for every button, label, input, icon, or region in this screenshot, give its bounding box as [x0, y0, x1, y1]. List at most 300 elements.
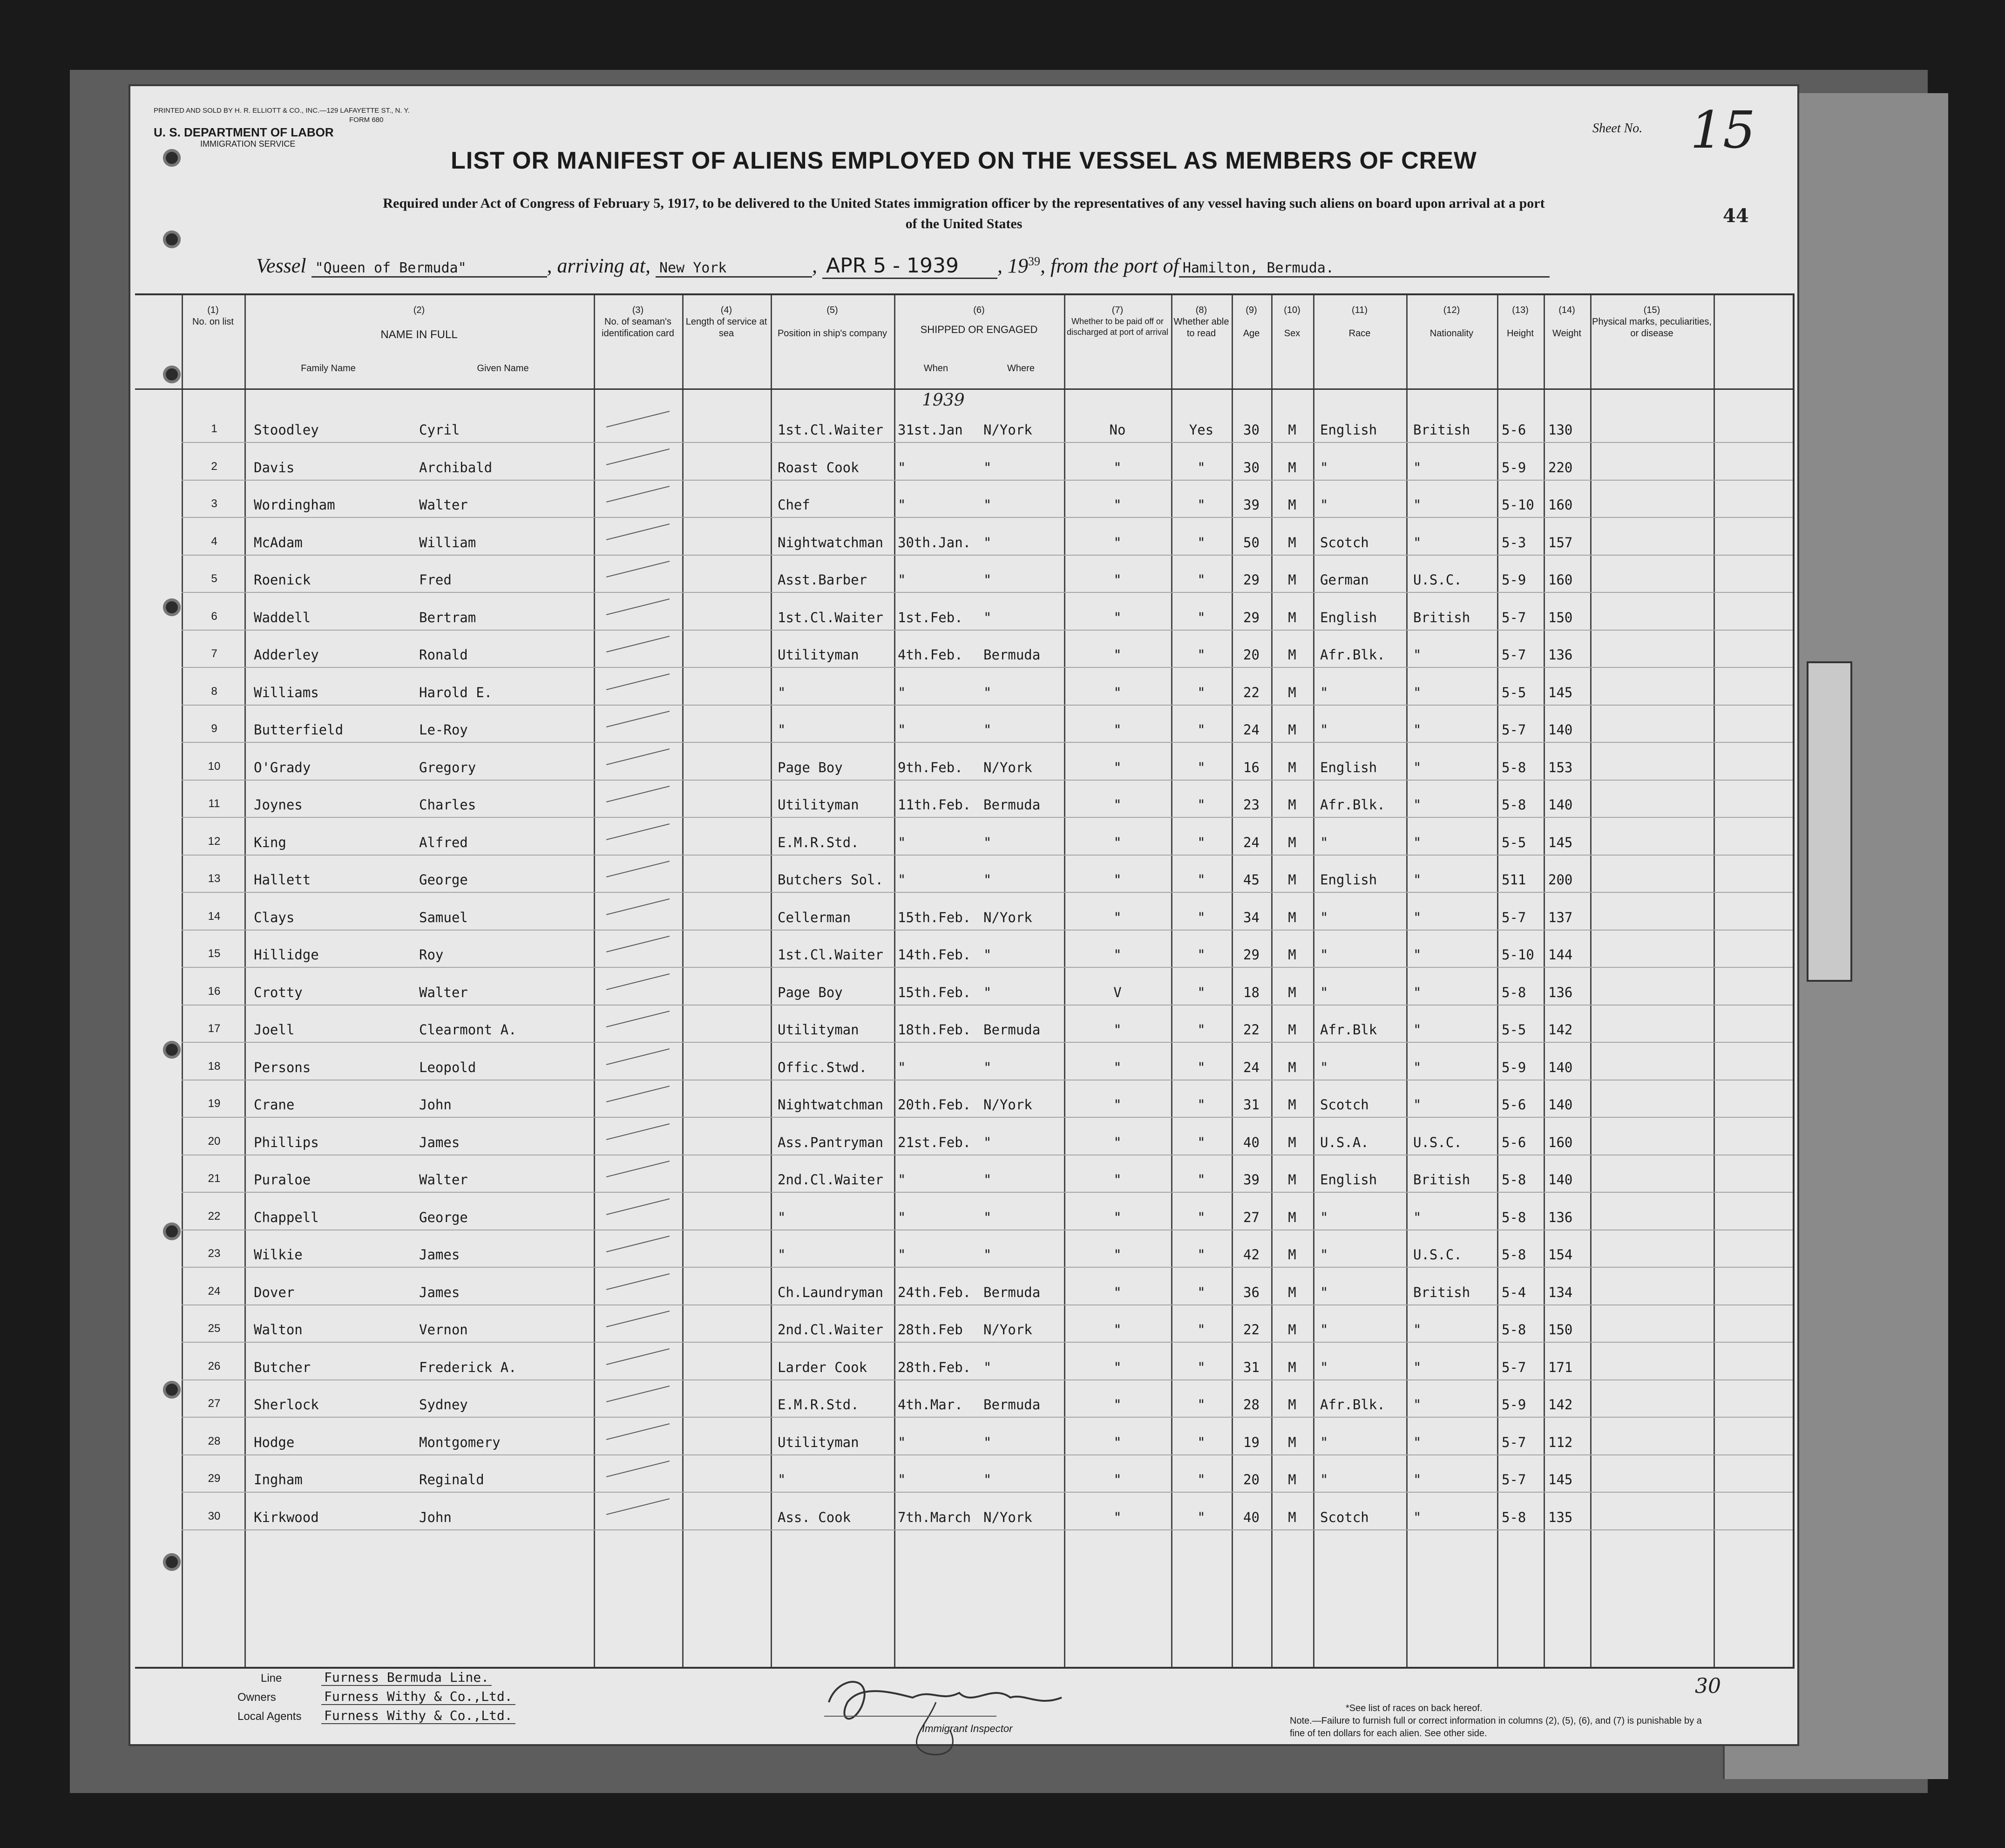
cell-read: "	[1197, 1172, 1206, 1188]
col-label: Physical marks, peculiarities, or disease	[1592, 317, 1712, 339]
cell-given: Reginald	[419, 1472, 484, 1488]
col-number: (11)	[1351, 305, 1368, 315]
row-rule	[182, 1417, 1793, 1418]
table-row	[135, 1309, 1793, 1346]
cell-paid: "	[1113, 1359, 1122, 1375]
cell-weight: 112	[1548, 1434, 1573, 1450]
cell-when: "	[898, 872, 906, 888]
line-value: Furness Bermuda Line.	[321, 1670, 492, 1686]
cell-when: "	[898, 459, 906, 476]
cell-nat: British	[1413, 1284, 1470, 1300]
row-rule	[182, 855, 1793, 856]
cell-height: 5-7	[1502, 722, 1526, 738]
cell-height: 5-7	[1502, 1359, 1526, 1375]
tick-mark-icon	[606, 1273, 670, 1290]
col-number: (4)	[720, 305, 732, 315]
cell-when: 31st.Jan	[898, 422, 963, 438]
tick-mark-icon	[606, 1011, 670, 1027]
cell-family: Kirkwood	[254, 1509, 319, 1525]
cell-read: "	[1197, 1134, 1206, 1150]
cell-height: 5-8	[1502, 1247, 1526, 1263]
cell-weight: 130	[1548, 422, 1573, 438]
table-row	[135, 1272, 1793, 1309]
cell-family: Stoodley	[254, 422, 319, 438]
col-number: (9)	[1246, 305, 1257, 315]
cell-height: 5-5	[1502, 834, 1526, 850]
row-rule	[182, 1529, 1793, 1530]
cell-height: 5-5	[1502, 684, 1526, 700]
subtitle-line: of the United States	[905, 216, 1023, 231]
cell-paid: "	[1113, 647, 1122, 663]
tick-mark-icon	[606, 448, 670, 465]
cell-read: "	[1197, 534, 1206, 550]
cell-where: "	[983, 684, 992, 700]
table-row	[135, 559, 1793, 597]
cell-height: 5-8	[1502, 797, 1526, 813]
cell-nat: "	[1413, 759, 1422, 775]
cell-read: "	[1197, 947, 1206, 963]
cell-when: 21st.Feb.	[898, 1134, 971, 1150]
cell-given: Ronald	[419, 647, 468, 663]
cell-read: "	[1197, 909, 1206, 925]
col-label: Nationality	[1429, 328, 1474, 339]
crew-table	[135, 293, 1795, 1669]
cell-position: Utilityman	[778, 797, 859, 813]
cell-family: Hillidge	[254, 947, 319, 963]
cell-where: "	[983, 609, 992, 625]
cell-position: Larder Cook	[778, 1359, 867, 1375]
col-number: (8)	[1195, 305, 1207, 315]
tick-mark-icon	[606, 861, 670, 877]
cell-race: Afr.Blk	[1320, 1022, 1377, 1038]
col-number: (13)	[1512, 305, 1529, 315]
cell-read: "	[1197, 609, 1206, 625]
row-rule	[182, 742, 1793, 743]
cell-position: Offic.Stwd.	[778, 1059, 867, 1075]
cell-when: "	[898, 1059, 906, 1075]
cell-sex: M	[1288, 1434, 1296, 1450]
cell-given: Walter	[419, 1172, 468, 1188]
cell-read: "	[1197, 1397, 1206, 1413]
cell-no: 14	[208, 910, 221, 923]
cell-family: Wordingham	[254, 497, 335, 513]
cell-given: George	[419, 1209, 468, 1225]
tick-mark-icon	[606, 1348, 670, 1365]
date-stamp: APR 5 - 1939	[822, 254, 997, 279]
tick-mark-icon	[606, 1461, 670, 1477]
cell-read: "	[1197, 1509, 1206, 1525]
cell-height: 511	[1502, 872, 1526, 888]
cell-family: Butcher	[254, 1359, 311, 1375]
cell-paid: "	[1113, 1172, 1122, 1188]
row-rule	[182, 1042, 1793, 1043]
cell-paid: "	[1113, 947, 1122, 963]
cell-no: 19	[208, 1097, 221, 1110]
cell-when: 1st.Feb.	[898, 609, 963, 625]
cell-age: 22	[1243, 684, 1260, 700]
printer-line: PRINTED AND SOLD BY H. R. ELLIOTT & CO., INC.—129 LAFAYETTE ST., N. Y.	[154, 107, 410, 115]
table-row	[135, 1197, 1793, 1234]
cell-race: English	[1320, 422, 1377, 438]
cell-age: 20	[1243, 1472, 1260, 1488]
cell-paid: "	[1113, 834, 1122, 850]
cell-no: 24	[208, 1284, 221, 1298]
cell-paid: "	[1113, 684, 1122, 700]
cell-age: 16	[1243, 759, 1260, 775]
cell-paid: No	[1109, 422, 1126, 438]
cell-given: John	[419, 1097, 452, 1113]
cell-no: 30	[208, 1509, 221, 1522]
cell-no: 20	[208, 1135, 221, 1148]
cell-paid: "	[1113, 1434, 1122, 1450]
note-races: *See list of races on back hereof.	[1346, 1703, 1483, 1713]
table-row	[135, 747, 1793, 784]
cell-family: Williams	[254, 684, 319, 700]
tick-mark-icon	[606, 973, 670, 990]
col-number: (10)	[1284, 305, 1301, 315]
tick-mark-icon	[606, 711, 670, 727]
cell-nat: "	[1413, 1097, 1422, 1113]
cell-height: 5-10	[1502, 947, 1534, 963]
cell-where: "	[983, 1209, 992, 1225]
tick-mark-icon	[606, 1086, 670, 1102]
table-row	[135, 672, 1793, 709]
cell-race: "	[1320, 459, 1328, 476]
line-label: Line	[261, 1672, 282, 1685]
cell-age: 29	[1243, 609, 1260, 625]
cell-paid: "	[1113, 1284, 1122, 1300]
row-rule	[182, 1005, 1793, 1006]
cell-height: 5-7	[1502, 1434, 1526, 1450]
cell-when: 28th.Feb.	[898, 1359, 971, 1375]
cell-position: "	[778, 684, 786, 700]
cell-position: 2nd.Cl.Waiter	[778, 1322, 883, 1338]
cell-age: 22	[1243, 1322, 1260, 1338]
cell-where: "	[983, 1472, 992, 1488]
table-row	[135, 1159, 1793, 1196]
cell-sex: M	[1288, 1172, 1296, 1188]
table-row	[135, 1384, 1793, 1421]
cell-read: "	[1197, 1022, 1206, 1038]
row-rule	[182, 892, 1793, 893]
cell-race: "	[1320, 1322, 1328, 1338]
cell-nat: "	[1413, 984, 1422, 1000]
cell-sex: M	[1288, 1247, 1296, 1263]
col-label: NAME IN FULL	[380, 328, 458, 341]
cell-family: Walton	[254, 1322, 303, 1338]
cell-height: 5-5	[1502, 1022, 1526, 1038]
cell-race: German	[1320, 572, 1369, 588]
table-row	[135, 522, 1793, 559]
table-row	[135, 1084, 1793, 1121]
cell-age: 28	[1243, 1397, 1260, 1413]
cell-age: 18	[1243, 984, 1260, 1000]
cell-weight: 140	[1548, 797, 1573, 813]
col-label: Sex	[1284, 328, 1301, 339]
cell-age: 40	[1243, 1509, 1260, 1525]
cell-weight: 220	[1548, 459, 1573, 476]
cell-no: 26	[208, 1359, 221, 1372]
col-header-sex	[1271, 305, 1313, 398]
cell-race: Afr.Blk.	[1320, 647, 1385, 663]
cell-read: "	[1197, 497, 1206, 513]
row-rule	[182, 1267, 1793, 1268]
col-label: Race	[1348, 328, 1371, 339]
cell-nat: "	[1413, 1434, 1422, 1450]
year-annotation: 1939	[922, 391, 965, 410]
cell-no: 16	[208, 985, 221, 998]
cell-position: Ass.Pantryman	[778, 1134, 883, 1150]
table-row	[135, 1234, 1793, 1271]
cell-position: 1st.Cl.Waiter	[778, 609, 883, 625]
cell-sex: M	[1288, 1022, 1296, 1038]
cell-age: 22	[1243, 1022, 1260, 1038]
cell-read: "	[1197, 1097, 1206, 1113]
cell-no: 5	[211, 572, 217, 585]
cell-where: "	[983, 1134, 992, 1150]
cell-when: 20th.Feb.	[898, 1097, 971, 1113]
table-row	[135, 897, 1793, 934]
table-row	[135, 822, 1793, 859]
form-number: FORM 680	[349, 116, 384, 124]
cell-race: English	[1320, 609, 1377, 625]
col-number: (1)	[207, 305, 219, 315]
cell-family: King	[254, 834, 286, 850]
cell-read: "	[1197, 797, 1206, 813]
cell-where: N/York	[983, 909, 1032, 925]
cell-age: 40	[1243, 1134, 1260, 1150]
cell-family: Sherlock	[254, 1397, 319, 1413]
col-label: Position in ship's company	[777, 328, 887, 339]
cell-where: "	[983, 984, 992, 1000]
cell-race: "	[1320, 497, 1328, 513]
col-header-position	[771, 305, 894, 398]
col-header-card	[594, 305, 682, 398]
cell-age: 34	[1243, 909, 1260, 925]
cell-age: 24	[1243, 834, 1260, 850]
cell-race: Afr.Blk.	[1320, 797, 1385, 813]
cell-paid: "	[1113, 1209, 1122, 1225]
col-number: (2)	[413, 305, 425, 315]
cell-position: Page Boy	[778, 759, 843, 775]
cell-weight: 145	[1548, 684, 1573, 700]
cell-read: "	[1197, 459, 1206, 476]
row-rule	[182, 1117, 1793, 1118]
cell-position: E.M.R.Std.	[778, 834, 859, 850]
cell-race: "	[1320, 1247, 1328, 1263]
inspector-signature	[820, 1665, 1145, 1758]
col-header-family: Family Name	[301, 363, 356, 374]
cell-weight: 157	[1548, 534, 1573, 550]
tick-mark-icon	[606, 1498, 670, 1515]
cell-race: English	[1320, 872, 1377, 888]
cell-position: "	[778, 722, 786, 738]
row-rule	[182, 667, 1793, 668]
tick-mark-icon	[606, 561, 670, 578]
cell-nat: U.S.C.	[1413, 572, 1462, 588]
cell-no: 6	[211, 610, 217, 623]
cell-sex: M	[1288, 834, 1296, 850]
table-row	[135, 634, 1793, 672]
cell-height: 5-7	[1502, 647, 1526, 663]
col-header-given: Given Name	[477, 363, 529, 374]
col-header-age	[1232, 305, 1271, 398]
note-penalty: Note.—Failure to furnish full or correct information in columns (2), (5), (6), and (7) is punishable by a fine of ten dollars for each alien. See other side.	[1290, 1716, 1702, 1739]
cell-height: 5-8	[1502, 1209, 1526, 1225]
cell-when: 18th.Feb.	[898, 1022, 971, 1038]
service: IMMIGRATION SERVICE	[200, 139, 296, 149]
cell-given: Cyril	[419, 422, 460, 438]
cell-age: 39	[1243, 1172, 1260, 1188]
cell-no: 27	[208, 1397, 221, 1410]
cell-read: "	[1197, 759, 1206, 775]
cell-weight: 144	[1548, 947, 1573, 963]
cell-weight: 140	[1548, 1172, 1573, 1188]
cell-when: 11th.Feb.	[898, 797, 971, 813]
cell-when: 24th.Feb.	[898, 1284, 971, 1300]
cell-given: James	[419, 1134, 460, 1150]
cell-age: 42	[1243, 1247, 1260, 1263]
cell-family: Crane	[254, 1097, 295, 1113]
table-row	[135, 784, 1793, 822]
cell-given: Montgomery	[419, 1434, 501, 1450]
cell-position: Cellerman	[778, 909, 851, 925]
tick-mark-icon	[606, 1386, 670, 1402]
cell-paid: "	[1113, 797, 1122, 813]
cell-position: Nightwatchman	[778, 1097, 883, 1113]
cell-weight: 136	[1548, 984, 1573, 1000]
cell-family: Persons	[254, 1059, 311, 1075]
cell-height: 5-8	[1502, 1172, 1526, 1188]
department: U. S. DEPARTMENT OF LABOR	[154, 125, 334, 139]
cell-where: "	[983, 872, 992, 888]
cell-paid: "	[1113, 1472, 1122, 1488]
cell-when: "	[898, 1434, 906, 1450]
cell-paid: "	[1113, 1509, 1122, 1525]
cell-read: "	[1197, 1059, 1206, 1075]
cell-where: Bermuda	[983, 1284, 1041, 1300]
cell-family: Hodge	[254, 1434, 295, 1450]
row-rule	[182, 1492, 1793, 1493]
cell-race: "	[1320, 684, 1328, 700]
row-rule	[182, 817, 1793, 818]
tick-mark-icon	[606, 523, 670, 540]
col-header-read	[1171, 305, 1232, 398]
cell-age: 30	[1243, 459, 1260, 476]
cell-age: 29	[1243, 572, 1260, 588]
cell-family: Phillips	[254, 1134, 319, 1150]
cell-paid: "	[1113, 1059, 1122, 1075]
cell-position: "	[778, 1472, 786, 1488]
table-row	[135, 934, 1793, 972]
cell-read: "	[1197, 1284, 1206, 1300]
col-header-when: When	[923, 363, 948, 374]
cell-sex: M	[1288, 1509, 1296, 1525]
tick-mark-icon	[606, 636, 670, 652]
cell-no: 7	[211, 647, 217, 660]
cell-sex: M	[1288, 1059, 1296, 1075]
cell-race: "	[1320, 1434, 1328, 1450]
cell-position: 1st.Cl.Waiter	[778, 947, 883, 963]
cell-family: Joell	[254, 1022, 295, 1038]
page-title: LIST OR MANIFEST OF ALIENS EMPLOYED ON THE VESSEL AS MEMBERS OF CREW	[451, 147, 1477, 174]
cell-height: 5-7	[1502, 909, 1526, 925]
table-row	[135, 409, 1793, 447]
cell-race: "	[1320, 909, 1328, 925]
cell-when: "	[898, 572, 906, 588]
cell-weight: 145	[1548, 834, 1573, 850]
cell-given: James	[419, 1247, 460, 1263]
cell-weight: 136	[1548, 647, 1573, 663]
cell-family: Clays	[254, 909, 295, 925]
cell-when: 15th.Feb.	[898, 909, 971, 925]
cell-height: 5-6	[1502, 1097, 1526, 1113]
col-label: Length of service at sea	[685, 317, 767, 339]
cell-no: 21	[208, 1172, 221, 1185]
cell-given: Walter	[419, 984, 468, 1000]
cell-when: "	[898, 1247, 906, 1263]
departure-port: Hamilton, Bermuda.	[1179, 260, 1550, 278]
row-rule	[182, 1342, 1793, 1343]
cell-position: Utilityman	[778, 647, 859, 663]
cell-sex: M	[1288, 647, 1296, 663]
cell-no: 23	[208, 1247, 221, 1260]
cell-family: Joynes	[254, 797, 303, 813]
cell-read: "	[1197, 1209, 1206, 1225]
cell-weight: 150	[1548, 609, 1573, 625]
cell-race: U.S.A.	[1320, 1134, 1369, 1150]
cell-paid: "	[1113, 872, 1122, 888]
col-header-paid	[1064, 305, 1171, 398]
cell-sex: M	[1288, 1134, 1296, 1150]
cell-family: Crotty	[254, 984, 303, 1000]
cell-height: 5-8	[1502, 1509, 1526, 1525]
row-rule	[182, 1304, 1793, 1305]
cell-no: 29	[208, 1472, 221, 1485]
col-label: Whether to be paid off or discharged at port of arrival	[1066, 317, 1169, 337]
col-number: (15)	[1643, 305, 1660, 315]
cell-position: 1st.Cl.Waiter	[778, 422, 883, 438]
cell-height: 5-7	[1502, 609, 1526, 625]
cell-when: "	[898, 497, 906, 513]
cell-sex: M	[1288, 1397, 1296, 1413]
cell-family: Davis	[254, 459, 295, 476]
cell-where: "	[983, 1247, 992, 1263]
cell-where: "	[983, 497, 992, 513]
col-label: Weight	[1552, 328, 1581, 339]
row-rule	[182, 442, 1793, 443]
cell-height: 5-6	[1502, 1134, 1526, 1150]
cell-given: Sydney	[419, 1397, 468, 1413]
cell-weight: 142	[1548, 1397, 1573, 1413]
cell-when: 15th.Feb.	[898, 984, 971, 1000]
cell-height: 5-9	[1502, 1397, 1526, 1413]
cell-no: 12	[208, 835, 221, 848]
cell-nat: "	[1413, 459, 1422, 476]
table-row	[135, 1422, 1793, 1459]
tick-mark-icon	[606, 1048, 670, 1065]
cell-no: 18	[208, 1060, 221, 1073]
cell-sex: M	[1288, 459, 1296, 476]
cell-nat: "	[1413, 1472, 1422, 1488]
col-label: No. on list	[192, 317, 234, 327]
cell-race: English	[1320, 759, 1377, 775]
punch-hole-icon	[163, 231, 181, 248]
row-rule	[182, 705, 1793, 706]
cell-height: 5-7	[1502, 1472, 1526, 1488]
cell-family: Hallett	[254, 872, 311, 888]
cell-weight: 140	[1548, 1097, 1573, 1113]
